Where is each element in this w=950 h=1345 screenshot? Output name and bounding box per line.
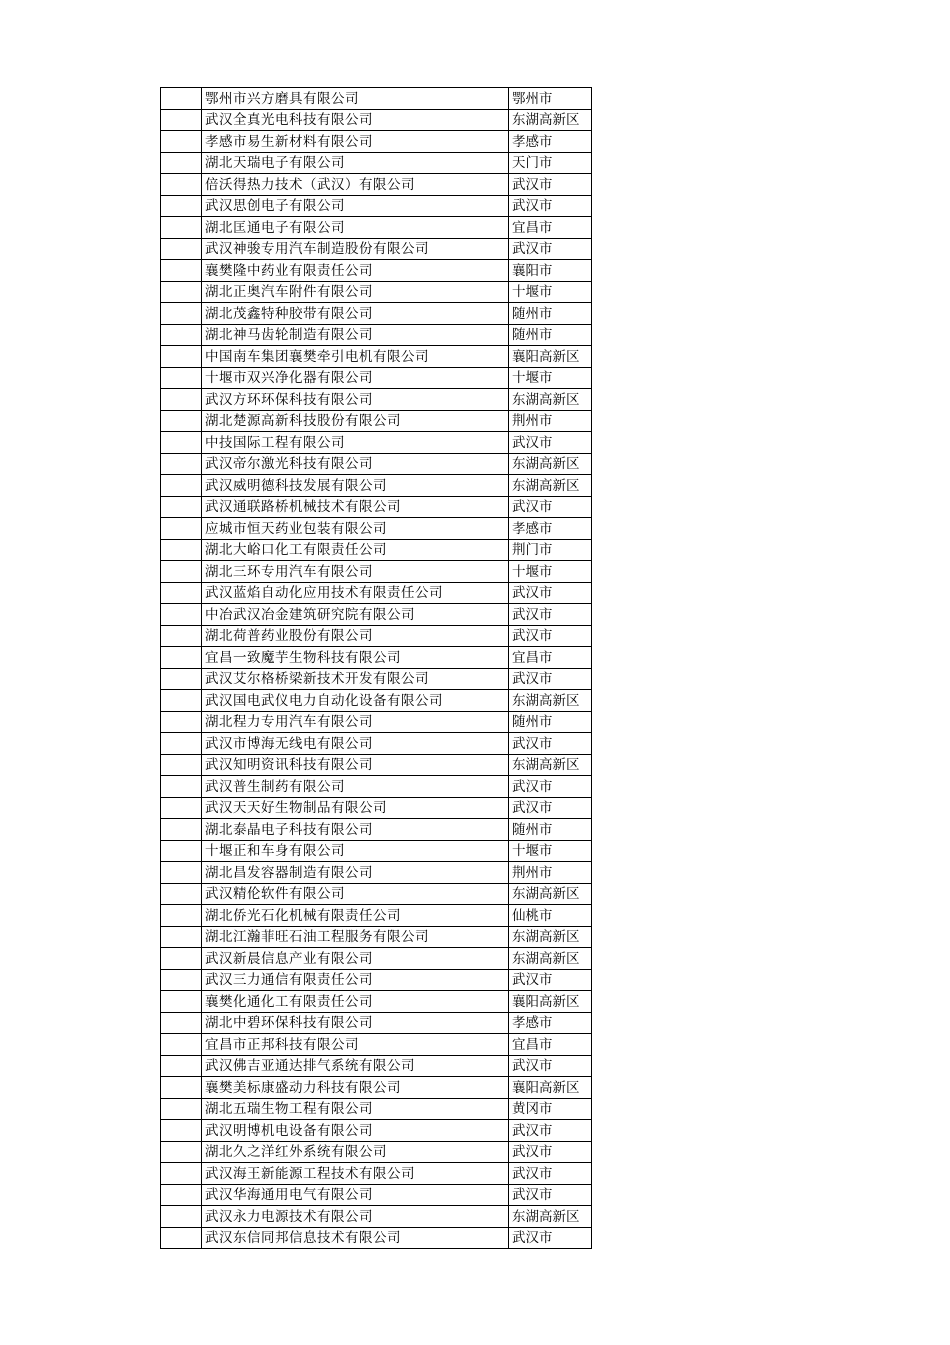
table-row — [161, 518, 592, 540]
company-name-cell: 武汉蓝焰自动化应用技术有限责任公司 — [202, 582, 509, 604]
region-cell: 东湖高新区 — [509, 475, 592, 497]
region-cell: 武汉市 — [509, 668, 592, 690]
company-name-cell: 武汉市博海无线电有限公司 — [202, 733, 509, 755]
row-index-cell — [161, 733, 202, 755]
row-index-cell — [161, 324, 202, 346]
region-cell: 十堰市 — [509, 840, 592, 862]
company-name-cell: 武汉通联路桥机械技术有限公司 — [202, 496, 509, 518]
company-name-cell: 武汉明博机电设备有限公司 — [202, 1120, 509, 1142]
row-index-cell — [161, 883, 202, 905]
row-index-cell — [161, 346, 202, 368]
company-table — [160, 87, 592, 1249]
table-row — [161, 324, 592, 346]
row-index-cell — [161, 389, 202, 411]
region-cell: 武汉市 — [509, 1055, 592, 1077]
region-cell: 武汉市 — [509, 797, 592, 819]
row-index-cell — [161, 840, 202, 862]
row-index-cell — [161, 926, 202, 948]
table-row — [161, 604, 592, 626]
company-name-cell: 中国南车集团襄樊牵引电机有限公司 — [202, 346, 509, 368]
region-cell: 东湖高新区 — [509, 453, 592, 475]
row-index-cell — [161, 1120, 202, 1142]
row-index-cell — [161, 518, 202, 540]
region-cell: 武汉市 — [509, 582, 592, 604]
region-cell: 随州市 — [509, 303, 592, 325]
table-row — [161, 1227, 592, 1249]
table-row — [161, 109, 592, 131]
company-name-cell: 武汉东信同邦信息技术有限公司 — [202, 1227, 509, 1249]
row-index-cell — [161, 1055, 202, 1077]
table-row — [161, 926, 592, 948]
region-cell: 天门市 — [509, 152, 592, 174]
row-index-cell — [161, 152, 202, 174]
region-cell: 东湖高新区 — [509, 883, 592, 905]
region-cell: 东湖高新区 — [509, 109, 592, 131]
company-name-cell: 武汉艾尔格桥梁新技术开发有限公司 — [202, 668, 509, 690]
region-cell: 东湖高新区 — [509, 1206, 592, 1228]
region-cell: 孝感市 — [509, 1012, 592, 1034]
row-index-cell — [161, 1184, 202, 1206]
row-index-cell — [161, 496, 202, 518]
table-row — [161, 754, 592, 776]
company-name-cell: 湖北天瑞电子有限公司 — [202, 152, 509, 174]
region-cell: 荆州市 — [509, 862, 592, 884]
row-index-cell — [161, 1141, 202, 1163]
table-row — [161, 948, 592, 970]
table-row — [161, 561, 592, 583]
company-name-cell: 襄樊美标康盛动力科技有限公司 — [202, 1077, 509, 1099]
company-name-cell: 武汉海王新能源工程技术有限公司 — [202, 1163, 509, 1185]
region-cell: 武汉市 — [509, 1227, 592, 1249]
table-row — [161, 389, 592, 411]
region-cell: 荆州市 — [509, 410, 592, 432]
company-name-cell: 宜昌一致魔芋生物科技有限公司 — [202, 647, 509, 669]
table-row — [161, 840, 592, 862]
row-index-cell — [161, 475, 202, 497]
region-cell: 武汉市 — [509, 496, 592, 518]
company-name-cell: 武汉华海通用电气有限公司 — [202, 1184, 509, 1206]
company-name-cell: 武汉帝尔激光科技有限公司 — [202, 453, 509, 475]
table-row — [161, 432, 592, 454]
company-name-cell: 武汉精伦软件有限公司 — [202, 883, 509, 905]
row-index-cell — [161, 238, 202, 260]
table-row — [161, 1098, 592, 1120]
region-cell: 武汉市 — [509, 733, 592, 755]
region-cell: 武汉市 — [509, 238, 592, 260]
row-index-cell — [161, 561, 202, 583]
company-name-cell: 武汉思创电子有限公司 — [202, 195, 509, 217]
table-row — [161, 647, 592, 669]
table-row — [161, 1120, 592, 1142]
region-cell: 孝感市 — [509, 518, 592, 540]
company-name-cell: 武汉三力通信有限责任公司 — [202, 969, 509, 991]
row-index-cell — [161, 1098, 202, 1120]
region-cell: 随州市 — [509, 819, 592, 841]
company-name-cell: 武汉普生制药有限公司 — [202, 776, 509, 798]
company-name-cell: 湖北泰晶电子科技有限公司 — [202, 819, 509, 841]
region-cell: 武汉市 — [509, 1120, 592, 1142]
row-index-cell — [161, 1077, 202, 1099]
company-name-cell: 湖北久之洋红外系统有限公司 — [202, 1141, 509, 1163]
table-row — [161, 496, 592, 518]
row-index-cell — [161, 453, 202, 475]
table-row — [161, 260, 592, 282]
company-name-cell: 武汉神骏专用汽车制造股份有限公司 — [202, 238, 509, 260]
company-table-body — [161, 88, 592, 1249]
table-row — [161, 1012, 592, 1034]
table-row — [161, 346, 592, 368]
region-cell: 武汉市 — [509, 1141, 592, 1163]
region-cell: 东湖高新区 — [509, 389, 592, 411]
table-row — [161, 1163, 592, 1185]
region-cell: 襄阳高新区 — [509, 991, 592, 1013]
region-cell: 武汉市 — [509, 969, 592, 991]
company-name-cell: 湖北昌发容器制造有限公司 — [202, 862, 509, 884]
table-row — [161, 475, 592, 497]
table-row — [161, 174, 592, 196]
region-cell: 十堰市 — [509, 367, 592, 389]
table-row — [161, 1206, 592, 1228]
company-name-cell: 武汉知明资讯科技有限公司 — [202, 754, 509, 776]
row-index-cell — [161, 862, 202, 884]
company-name-cell: 倍沃得热力技术（武汉）有限公司 — [202, 174, 509, 196]
region-cell: 宜昌市 — [509, 1034, 592, 1056]
region-cell: 黄冈市 — [509, 1098, 592, 1120]
row-index-cell — [161, 281, 202, 303]
region-cell: 东湖高新区 — [509, 926, 592, 948]
table-row — [161, 1055, 592, 1077]
region-cell: 东湖高新区 — [509, 754, 592, 776]
table-row — [161, 195, 592, 217]
row-index-cell — [161, 260, 202, 282]
row-index-cell — [161, 905, 202, 927]
row-index-cell — [161, 131, 202, 153]
region-cell: 襄阳市 — [509, 260, 592, 282]
company-name-cell: 十堰市双兴净化器有限公司 — [202, 367, 509, 389]
table-row — [161, 1077, 592, 1099]
region-cell: 东湖高新区 — [509, 690, 592, 712]
region-cell: 东湖高新区 — [509, 948, 592, 970]
region-cell: 武汉市 — [509, 604, 592, 626]
company-name-cell: 武汉永力电源技术有限公司 — [202, 1206, 509, 1228]
table-row — [161, 1141, 592, 1163]
company-name-cell: 湖北五瑞生物工程有限公司 — [202, 1098, 509, 1120]
row-index-cell — [161, 604, 202, 626]
row-index-cell — [161, 1227, 202, 1249]
company-name-cell: 湖北侨光石化机械有限责任公司 — [202, 905, 509, 927]
region-cell: 武汉市 — [509, 1163, 592, 1185]
company-name-cell: 湖北江瀚菲旺石油工程服务有限公司 — [202, 926, 509, 948]
region-cell: 武汉市 — [509, 195, 592, 217]
region-cell: 鄂州市 — [509, 88, 592, 110]
company-name-cell: 武汉全真光电科技有限公司 — [202, 109, 509, 131]
company-name-cell: 武汉国电武仪电力自动化设备有限公司 — [202, 690, 509, 712]
region-cell: 襄阳高新区 — [509, 346, 592, 368]
region-cell: 武汉市 — [509, 625, 592, 647]
table-row — [161, 797, 592, 819]
row-index-cell — [161, 625, 202, 647]
table-row — [161, 303, 592, 325]
table-row — [161, 862, 592, 884]
table-row — [161, 410, 592, 432]
table-row — [161, 819, 592, 841]
company-name-cell: 湖北大峪口化工有限责任公司 — [202, 539, 509, 561]
company-name-cell: 襄樊隆中药业有限责任公司 — [202, 260, 509, 282]
company-name-cell: 中冶武汉冶金建筑研究院有限公司 — [202, 604, 509, 626]
region-cell: 仙桃市 — [509, 905, 592, 927]
row-index-cell — [161, 819, 202, 841]
company-name-cell: 武汉佛吉亚通达排气系统有限公司 — [202, 1055, 509, 1077]
table-row — [161, 969, 592, 991]
table-row — [161, 1184, 592, 1206]
region-cell: 襄阳高新区 — [509, 1077, 592, 1099]
region-cell: 十堰市 — [509, 561, 592, 583]
table-row — [161, 217, 592, 239]
company-name-cell: 湖北程力专用汽车有限公司 — [202, 711, 509, 733]
row-index-cell — [161, 410, 202, 432]
row-index-cell — [161, 969, 202, 991]
row-index-cell — [161, 668, 202, 690]
company-name-cell: 武汉威明德科技发展有限公司 — [202, 475, 509, 497]
table-row — [161, 88, 592, 110]
table-row — [161, 690, 592, 712]
company-name-cell: 武汉新晨信息产业有限公司 — [202, 948, 509, 970]
region-cell: 武汉市 — [509, 776, 592, 798]
table-row — [161, 367, 592, 389]
region-cell: 随州市 — [509, 711, 592, 733]
region-cell: 十堰市 — [509, 281, 592, 303]
row-index-cell — [161, 797, 202, 819]
company-name-cell: 武汉方环环保科技有限公司 — [202, 389, 509, 411]
company-name-cell: 湖北匡通电子有限公司 — [202, 217, 509, 239]
company-name-cell: 湖北楚源高新科技股份有限公司 — [202, 410, 509, 432]
table-row — [161, 991, 592, 1013]
company-name-cell: 湖北正奥汽车附件有限公司 — [202, 281, 509, 303]
table-row — [161, 625, 592, 647]
table-row — [161, 733, 592, 755]
row-index-cell — [161, 432, 202, 454]
row-index-cell — [161, 539, 202, 561]
company-name-cell: 襄樊化通化工有限责任公司 — [202, 991, 509, 1013]
row-index-cell — [161, 195, 202, 217]
region-cell: 宜昌市 — [509, 217, 592, 239]
company-name-cell: 湖北茂鑫特种胶带有限公司 — [202, 303, 509, 325]
company-name-cell: 鄂州市兴方磨具有限公司 — [202, 88, 509, 110]
region-cell: 武汉市 — [509, 174, 592, 196]
table-row — [161, 281, 592, 303]
row-index-cell — [161, 1012, 202, 1034]
region-cell: 孝感市 — [509, 131, 592, 153]
table-row — [161, 711, 592, 733]
company-name-cell: 孝感市易生新材料有限公司 — [202, 131, 509, 153]
company-name-cell: 湖北荷普药业股份有限公司 — [202, 625, 509, 647]
table-row — [161, 582, 592, 604]
row-index-cell — [161, 367, 202, 389]
region-cell: 宜昌市 — [509, 647, 592, 669]
row-index-cell — [161, 1163, 202, 1185]
row-index-cell — [161, 690, 202, 712]
region-cell: 武汉市 — [509, 432, 592, 454]
company-name-cell: 宜昌市正邦科技有限公司 — [202, 1034, 509, 1056]
row-index-cell — [161, 582, 202, 604]
region-cell: 武汉市 — [509, 1184, 592, 1206]
row-index-cell — [161, 217, 202, 239]
row-index-cell — [161, 776, 202, 798]
company-name-cell: 武汉天天好生物制品有限公司 — [202, 797, 509, 819]
table-row — [161, 1034, 592, 1056]
table-row — [161, 453, 592, 475]
row-index-cell — [161, 109, 202, 131]
table-row — [161, 668, 592, 690]
table-row — [161, 905, 592, 927]
region-cell: 随州市 — [509, 324, 592, 346]
company-name-cell: 湖北中碧环保科技有限公司 — [202, 1012, 509, 1034]
table-row — [161, 539, 592, 561]
company-name-cell: 湖北三环专用汽车有限公司 — [202, 561, 509, 583]
table-row — [161, 152, 592, 174]
company-name-cell: 中技国际工程有限公司 — [202, 432, 509, 454]
row-index-cell — [161, 948, 202, 970]
table-row — [161, 131, 592, 153]
row-index-cell — [161, 303, 202, 325]
table-row — [161, 883, 592, 905]
region-cell: 荆门市 — [509, 539, 592, 561]
row-index-cell — [161, 754, 202, 776]
row-index-cell — [161, 174, 202, 196]
table-row — [161, 238, 592, 260]
table-row — [161, 776, 592, 798]
company-name-cell: 湖北神马齿轮制造有限公司 — [202, 324, 509, 346]
row-index-cell — [161, 647, 202, 669]
company-name-cell: 十堰正和车身有限公司 — [202, 840, 509, 862]
company-name-cell: 应城市恒天药业包装有限公司 — [202, 518, 509, 540]
row-index-cell — [161, 711, 202, 733]
row-index-cell — [161, 1206, 202, 1228]
row-index-cell — [161, 991, 202, 1013]
row-index-cell — [161, 88, 202, 110]
row-index-cell — [161, 1034, 202, 1056]
